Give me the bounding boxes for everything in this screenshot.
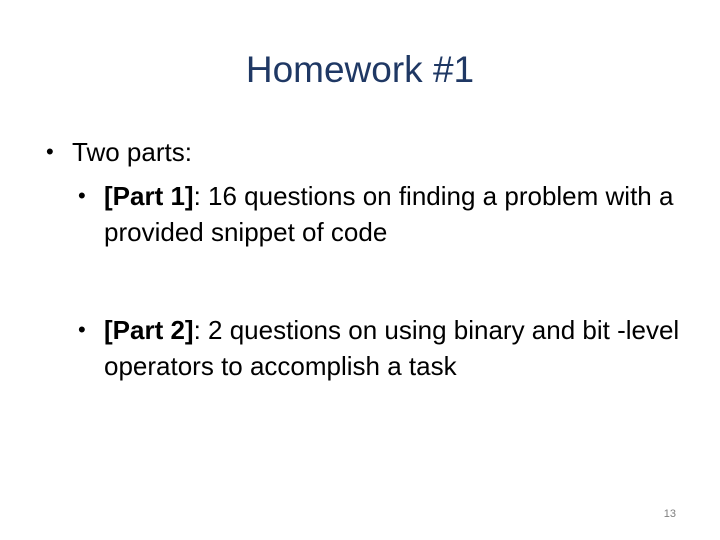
sub-bullet-item-part-1 <box>78 178 698 250</box>
part-label: [Part 2] <box>104 315 194 345</box>
sub-bullet-text <box>104 312 698 384</box>
bullet-dot-icon: • <box>78 317 86 342</box>
part-description: : 16 questions on finding a problem with a provided snippet of code <box>104 181 674 247</box>
slide-title: Homework #1 <box>245 49 475 90</box>
sub-bullet-text <box>104 178 698 250</box>
part-label: [Part 1] <box>104 181 194 211</box>
bullet-text: Two parts: <box>72 137 192 167</box>
bullet-item <box>46 134 686 170</box>
bullet-dot-icon: • <box>46 139 54 164</box>
page-number: 13 <box>663 508 676 520</box>
sub-bullet-item-part-2 <box>78 312 698 384</box>
bullet-dot-icon: • <box>78 183 86 208</box>
part-description: : 2 questions on using binary and bit -level operators to accomplish a task <box>104 315 680 381</box>
